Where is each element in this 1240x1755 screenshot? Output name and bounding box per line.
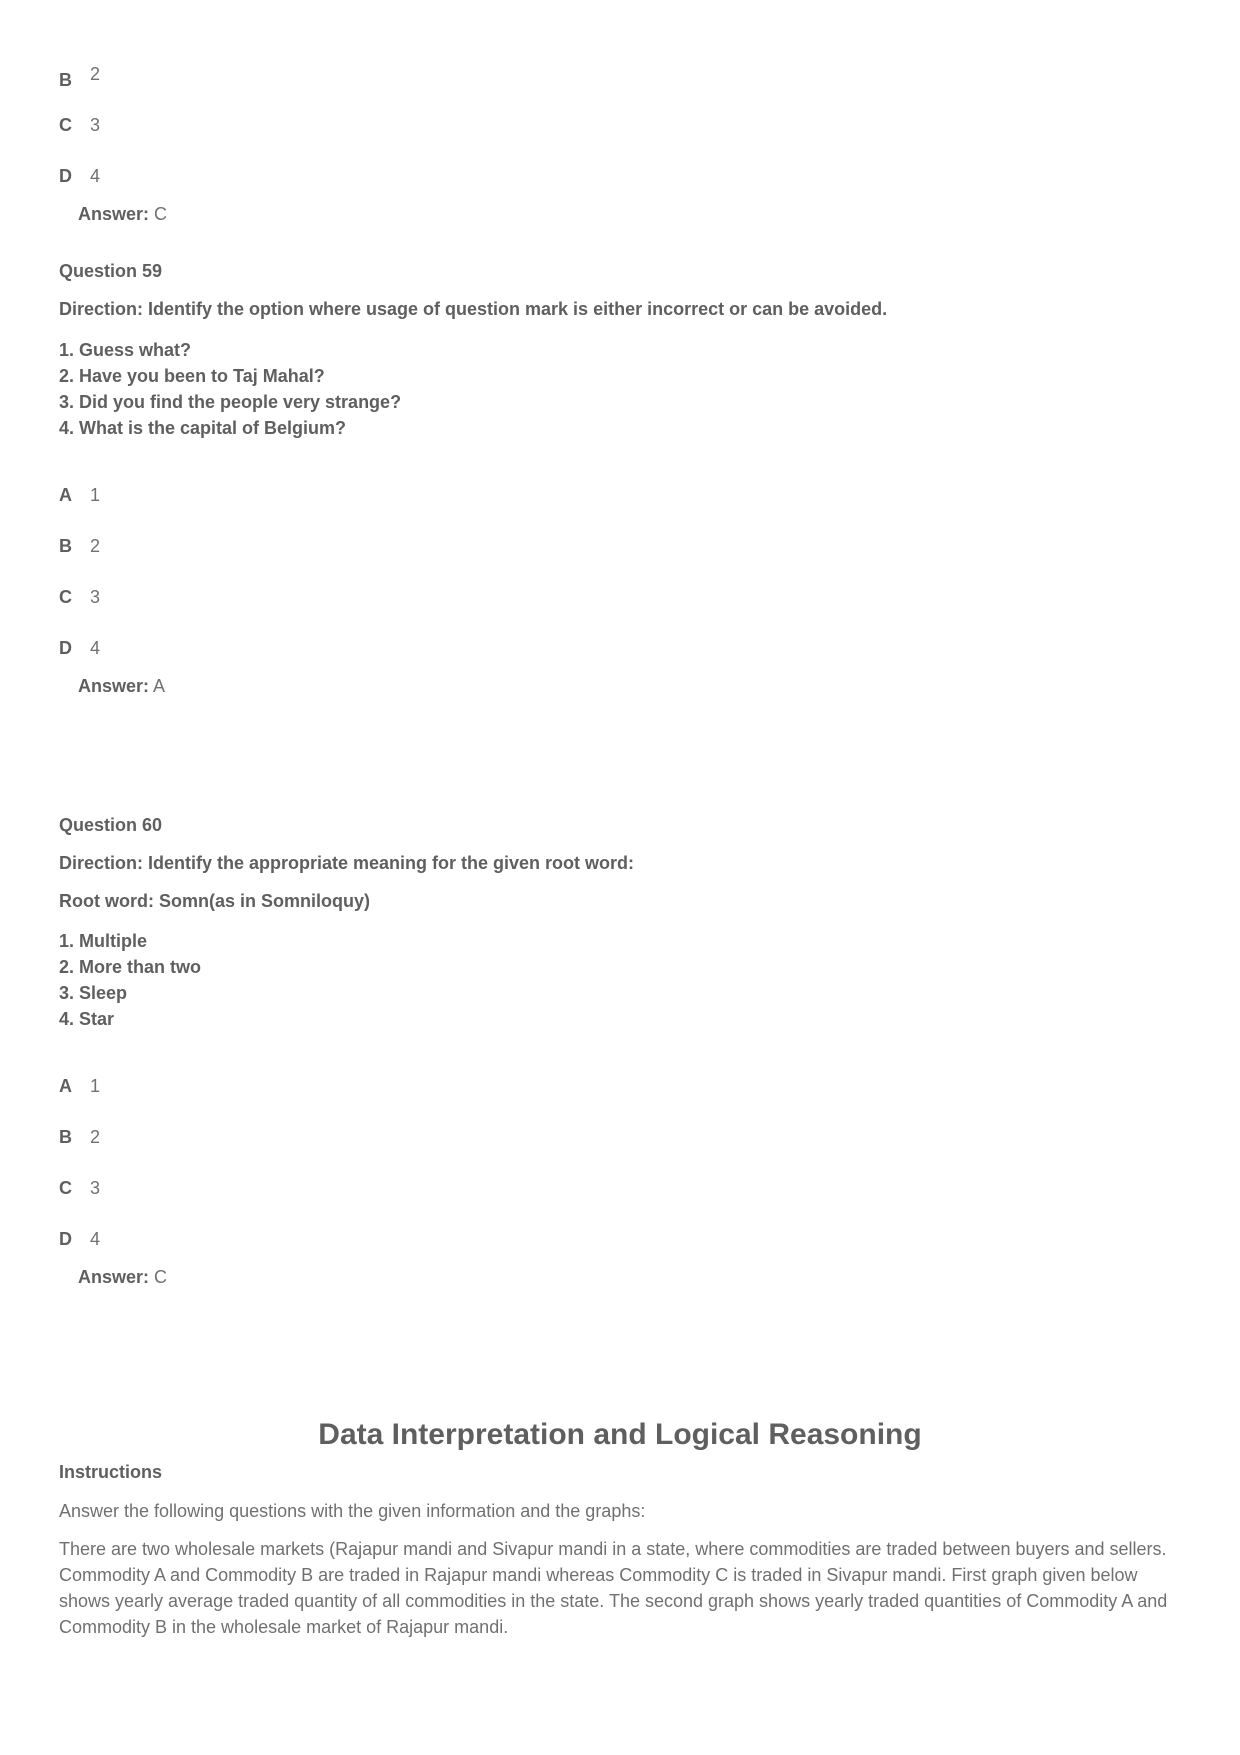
answer-value: C — [154, 1267, 168, 1287]
option-letter: C — [59, 587, 72, 607]
option-value: 3 — [90, 587, 101, 607]
instruction-line: Answer the following questions with the given information and the graphs: — [59, 1501, 646, 1521]
statement-item: 4. Star — [59, 1009, 115, 1029]
root-word: Root word: Somn(as in Somniloquy) — [59, 891, 370, 911]
answer-line — [78, 204, 167, 225]
option-value: 2 — [90, 64, 101, 84]
option-value: 3 — [90, 115, 101, 135]
option-value: 1 — [90, 485, 101, 505]
answer-label: Answer: — [78, 204, 150, 224]
instructions-heading: Instructions — [59, 1462, 163, 1482]
option-letter: C — [59, 1178, 72, 1198]
option-value: 4 — [90, 638, 101, 658]
option-letter: B — [59, 536, 72, 556]
option-letter: C — [59, 115, 72, 135]
option-letter: D — [59, 166, 72, 186]
option-letter: D — [59, 1229, 72, 1249]
question-title: Question 59 — [59, 261, 163, 281]
statement-list — [59, 928, 201, 1032]
option-value: 2 — [90, 1127, 101, 1147]
answer-value: C — [154, 204, 168, 224]
question-direction: Direction: Identify the appropriate meaning for the given root word: — [59, 853, 635, 873]
option-value: 3 — [90, 1178, 101, 1198]
option-letter: B — [59, 70, 72, 90]
statement-item: 2. Have you been to Taj Mahal? — [59, 366, 325, 386]
option-value: 4 — [90, 166, 101, 186]
option-value: 4 — [90, 1229, 101, 1249]
option-letter: B — [59, 1127, 72, 1147]
statement-item: 4. What is the capital of Belgium? — [59, 418, 347, 438]
question-direction: Direction: Identify the option where usage of question mark is either incorrect or can be avoided. — [59, 299, 888, 319]
option-value: 2 — [90, 536, 101, 556]
statement-item: 1. Multiple — [59, 931, 148, 951]
answer-label: Answer: — [78, 1267, 150, 1287]
statement-item: 3. Sleep — [59, 983, 128, 1003]
option-value: 1 — [90, 1076, 101, 1096]
option-letter: D — [59, 638, 72, 658]
section-title: Data Interpretation and Logical Reasoning — [318, 1418, 922, 1451]
instruction-paragraph: There are two wholesale markets (Rajapur mandi and Sivapur mandi in a state, where commodities are traded between buyers and sellers. Commodity A and Commodity B are traded in Rajapur mandi whereas Commodity C is traded in Sivapur mandi. First graph given below shows yearly average traded quantity of all commodities in the state. The second graph shows yearly traded quantities of Commodity A and Commodity B in the wholesale market of Rajapur mandi. — [59, 1539, 1168, 1637]
statement-list — [59, 337, 401, 441]
statement-item: 2. More than two — [59, 957, 202, 977]
statement-item: 1. Guess what? — [59, 340, 192, 360]
answer-line — [78, 1267, 167, 1288]
option-letter: A — [59, 1076, 72, 1096]
answer-line — [78, 676, 165, 697]
answer-value: A — [153, 676, 166, 696]
question-title: Question 60 — [59, 815, 163, 835]
answer-label: Answer: — [78, 676, 150, 696]
statement-item: 3. Did you find the people very strange? — [59, 392, 402, 412]
option-letter: A — [59, 485, 72, 505]
